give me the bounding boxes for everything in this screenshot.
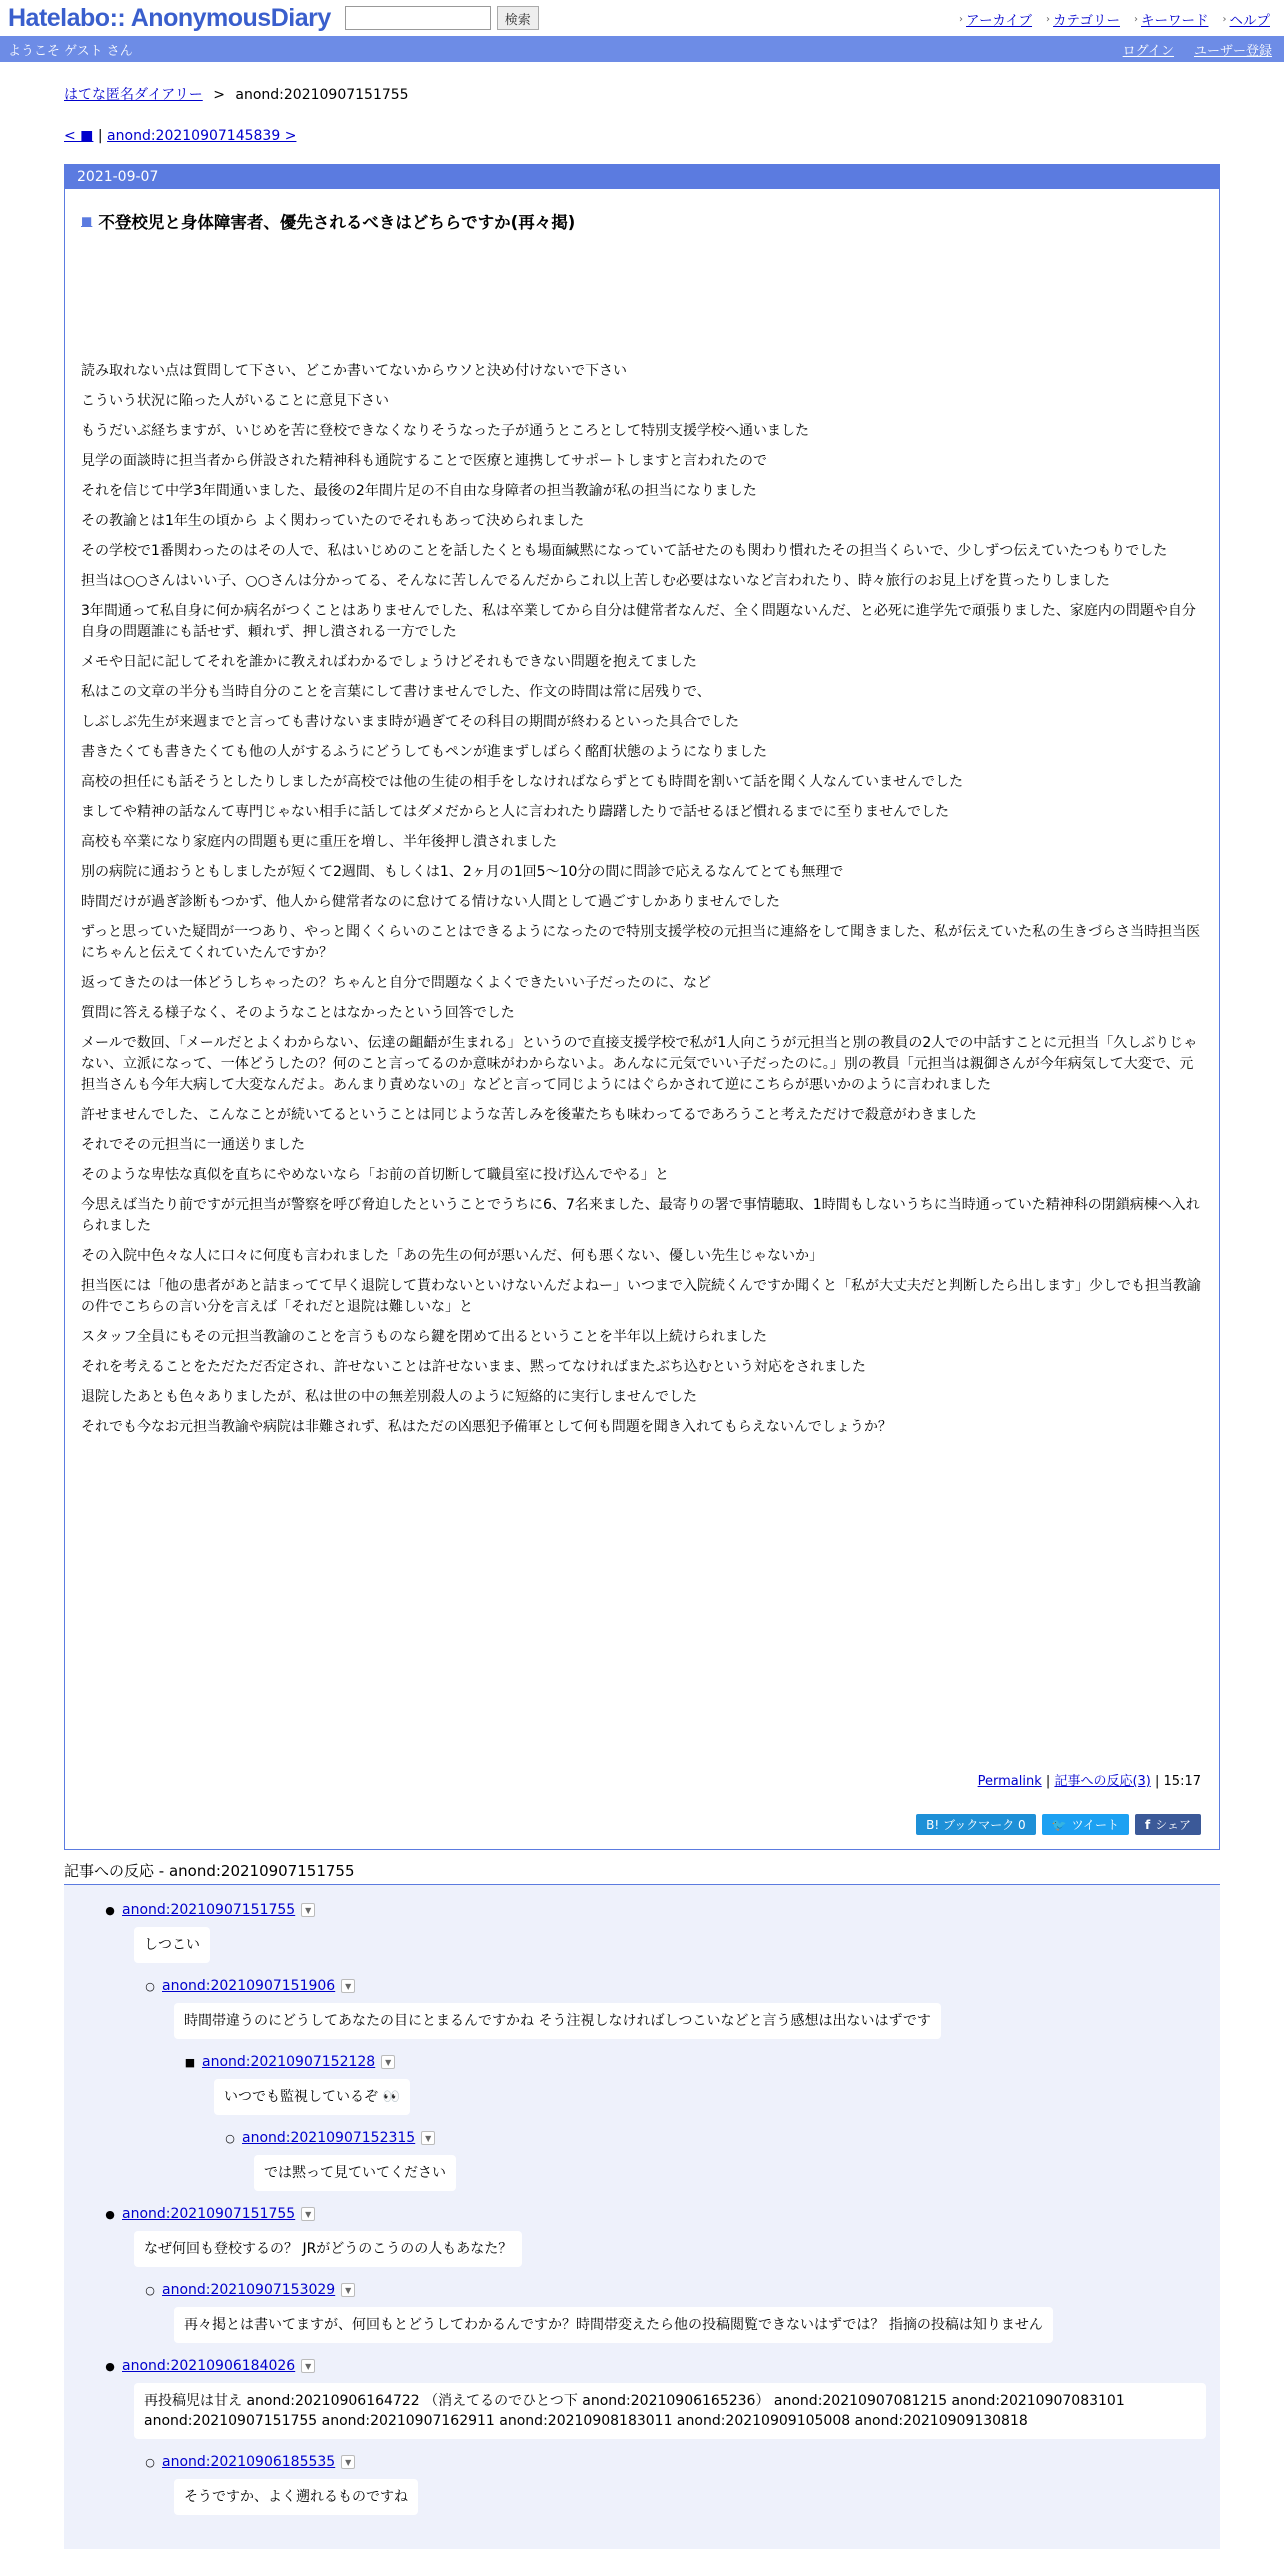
reaction-link[interactable]: anond:20210907152315 <box>242 2130 416 2146</box>
dropdown-arrow-icon[interactable]: ▼ <box>421 2131 435 2145</box>
nav-item-keyword[interactable] <box>1134 9 1209 29</box>
top-bar <box>0 0 1284 36</box>
breadcrumb-current: anond:20210907151755 <box>235 87 409 103</box>
entry-paragraph: 時間だけが過ぎ診断もつかず、他人から健常者なのに怠けてる情けない人間として過ごすしかありませんでした <box>81 894 780 910</box>
entry-paragraph: その教諭とは1年生の頃から よく関わっていたのでそれもあって決められました <box>81 513 585 529</box>
entry-paragraph: 書きたくても書きたくても他の人がするふうにどうしてもペンが進まずしばらく酩酊状態のようになりました <box>81 744 767 760</box>
entry-time: 15:17 <box>1163 1774 1201 1789</box>
dropdown-arrow-icon[interactable]: ▼ <box>381 2055 395 2069</box>
reaction-link[interactable]: anond:20210906184026 <box>122 2358 296 2374</box>
reaction-text: なぜ何回も登校するの？ JRがどうのこうのの人もあなた？ <box>134 2231 522 2267</box>
entry-body <box>81 361 1201 1438</box>
entry-paragraph: そのような卑怯な真似を直ちにやめないなら「お前の首切断して職員室に投げ込んでやる」と <box>81 1167 669 1183</box>
welcome-bar <box>0 36 1284 62</box>
facebook-icon: f <box>1145 1817 1151 1832</box>
dropdown-arrow-icon[interactable]: ▼ <box>341 2283 355 2297</box>
list-bullet-icon: ○ <box>225 2131 235 2145</box>
main-content <box>64 84 1220 2549</box>
reaction-link[interactable]: anond:20210906185535 <box>162 2454 336 2470</box>
dropdown-arrow-icon[interactable]: ▼ <box>301 1903 315 1917</box>
reactions-title: 記事への反応 - anond:20210907151755 <box>64 1860 1220 1885</box>
dropdown-arrow-icon[interactable]: ▼ <box>341 1979 355 1993</box>
entry-paragraph: 高校も卒業になり家庭内の問題も更に重圧を増し、半年後押し潰されました <box>81 834 557 850</box>
entry-paragraph: 許せませんでした、こんなことが続いてるということは同じような苦しみを後輩たちも味わってるであろうこと考えただけで殺意がわきました <box>81 1107 977 1123</box>
reaction-header <box>144 1975 1206 1997</box>
reaction-item <box>104 1899 1206 1975</box>
reaction-item <box>104 2355 1206 2451</box>
tweet-button[interactable] <box>1042 1814 1129 1835</box>
entry-paragraph: メモや日記に記してそれを誰かに教えればわかるでしょうけどそれもできない問題を抱えてました <box>81 654 697 670</box>
dropdown-arrow-icon[interactable]: ▼ <box>301 2207 315 2221</box>
list-bullet-icon: ■ <box>184 2055 196 2069</box>
tweet-label: ツイート <box>1071 1818 1119 1832</box>
entry <box>65 189 1219 1849</box>
chevron-right-icon: › <box>1222 13 1227 25</box>
reaction-text: 時間帯違うのにどうしてあなたの目にとまるんですかね そう注視しなければしつこいなどと言う感想は出ないはずです <box>174 2003 941 2039</box>
day-date: 2021-09-07 <box>65 165 1219 189</box>
entry-paragraph: こういう状況に陥った人がいることに意見下さい <box>81 393 389 409</box>
breadcrumb <box>64 84 1220 104</box>
chevron-right-icon: › <box>959 13 964 25</box>
share-label: シェア <box>1155 1818 1191 1832</box>
entry-paragraph: ずっと思っていた疑問が一つあり、やっと聞くくらいのことはできるようになったので特別支援学校の元担当に連絡をして聞きました、私が伝えていた私の生きづらさ当時担当医にちゃんと伝えてくれていたんですか？ <box>81 924 1201 961</box>
entry-paragraph: 私はこの文章の半分も当時自分のことを言葉にして書けませんでした、作文の時間は常に居残りで、 <box>81 684 711 700</box>
entry-paragraph: ましてや精神の話なんて専門じゃない相手に話してはダメだからと人に言われたり躊躇したりで話せるほど慣れるまでに至りませんでした <box>81 804 949 820</box>
reaction-header <box>224 2127 1206 2149</box>
list-bullet-icon: ● <box>105 1903 115 1917</box>
share-buttons <box>916 1814 1201 1835</box>
entry-paragraph: それでその元担当に一通送りました <box>81 1137 305 1153</box>
chevron-right-icon: › <box>1134 13 1138 25</box>
reaction-header <box>104 1899 1206 1921</box>
reactions-list <box>64 1885 1220 2549</box>
reaction-text: では黙って見ていてください <box>254 2155 456 2191</box>
entry-paragraph: 見学の面談時に担当者から併設された精神科も通院することで医療と連携してサポートしますと言われたので <box>81 453 767 469</box>
day-section <box>64 164 1220 1850</box>
nav-item-category[interactable] <box>1046 9 1120 29</box>
login-link[interactable]: ログイン <box>1122 43 1174 59</box>
entry-paragraph: 担当は○○さんはいい子、○○さんは分かってる、そんなに苦しんでるんだからこれ以上苦しむ必要はないなど言われたり、時々旅行のお見上げを貰ったりしました <box>81 573 1110 589</box>
reaction-text: 再々掲とは書いてますが、何回もとどうしてわかるんですか？時間帯変えたら他の投稿閲覧できないはずでは？ 指摘の投稿は知りません <box>174 2307 1053 2343</box>
list-bullet-icon: ○ <box>145 1979 155 1993</box>
nav-link-category[interactable]: カテゴリー <box>1053 13 1120 29</box>
reaction-item <box>144 2451 1206 2527</box>
entry-title-text: 不登校児と身体障害者、優先されるべきはどちらですか(再々掲) <box>98 213 576 232</box>
welcome-text: ようこそ ゲスト さん <box>8 43 133 59</box>
permalink-link[interactable]: Permalink <box>977 1774 1042 1789</box>
entry-paragraph: それを信じて中学3年間通いました、最後の2年間片足の不自由な身障者の担当教諭が私の担当になりました <box>81 483 757 499</box>
reaction-text: しつこい <box>134 1927 210 1963</box>
reaction-item <box>224 2127 1206 2203</box>
list-bullet-icon: ● <box>105 2359 115 2373</box>
nav-item-archive[interactable] <box>959 9 1032 29</box>
prev-entry-link[interactable]: < ■ <box>64 128 94 144</box>
pager-divider: | <box>97 128 103 144</box>
search-button[interactable]: 検索 <box>497 6 539 30</box>
reaction-link[interactable]: anond:20210907153029 <box>162 2282 336 2298</box>
entry-paragraph: 読み取れない点は質問して下さい、どこか書いてないからウソと決め付けないで下さい <box>81 363 627 379</box>
entry-paragraph: メールで数回、「メールだとよくわからない、伝達の齟齬が生まれる」というので直接支援学校で私が1人向こうが元担当と別の教員の2人での中話すことに元担当「久しぶりじゃない、立派になって、一体どうしたの？何のこと言ってるのか意味がわからないよ。あんなに元気でいい子だったのに。」別の教員「元担当は親御さんが今年病気して大変で、元担当さんも今年大病して大変なんだよ。あんまり責めないの」などと言って同じようにはぐらかされて逆にこちらが悪いかのように言われました <box>81 1035 1198 1093</box>
entry-permalink-square-icon[interactable]: ■ <box>81 214 93 228</box>
entry-paragraph: 今思えば当たり前ですが元担当が警察を呼び脅迫したということでうちに6、7名来ました、最寄りの署で事情聴取、1時間もしないうちに当時通っていた精神科の閉鎖病棟へ入れられました <box>81 1197 1200 1234</box>
list-bullet-icon: ● <box>105 2207 115 2221</box>
list-bullet-icon: ○ <box>145 2283 155 2297</box>
dropdown-arrow-icon[interactable]: ▼ <box>341 2455 355 2469</box>
site-logo[interactable]: Hatelabo:: AnonymousDiary <box>8 3 331 32</box>
reaction-header <box>184 2051 1206 2073</box>
reaction-header <box>144 2279 1206 2301</box>
nav-link-archive[interactable]: アーカイブ <box>966 13 1033 29</box>
reaction-link[interactable]: anond:20210907151755 <box>122 2206 296 2222</box>
breadcrumb-root-link[interactable]: はてな匿名ダイアリー <box>64 87 203 103</box>
reaction-item <box>104 2203 1206 2279</box>
reaction-link[interactable]: anond:20210907151906 <box>162 1978 336 1994</box>
reaction-header <box>104 2355 1206 2377</box>
entry-paragraph: 質問に答える様子なく、そのようなことはなかったという回答でした <box>81 1005 515 1021</box>
footer-separator: | <box>1045 1774 1051 1789</box>
entry-paragraph: その入院中色々な人に口々に何度も言われました「あの先生の何が悪いんだ、何も悪くない、優しい先生じゃないか」 <box>81 1248 823 1264</box>
reaction-text: いつでも監視しているぞ 👀 <box>214 2079 410 2115</box>
entry-paragraph: 返ってきたのは一体どうしちゃったの？ちゃんと自分で問題なくよくできたいい子だったのに、など <box>81 975 711 991</box>
entry-paragraph: もうだいぶ経ちますが、いじめを苦に登校できなくなりそうなった子が通うところとして特別支援学校へ通いました <box>81 423 809 439</box>
reaction-item <box>144 1975 1206 2051</box>
entry-paragraph: 3年間通って私自身に何か病名がつくことはありませんでした、私は卒業してから自分は健常者なんだ、全く問題ないんだ、と必死に進学先で頑張りました、家庭内の問題や自分自身の問題誰にも話せず、頼れず、押し潰される一方でした <box>81 603 1196 640</box>
reaction-header <box>144 2451 1206 2473</box>
entry-paragraph: 退院したあとも色々ありましたが、私は世の中の無差別殺人のように短絡的に実行しませんでした <box>81 1389 697 1405</box>
footer-separator: | <box>1155 1774 1160 1789</box>
chevron-right-icon: › <box>1046 13 1051 25</box>
reaction-link[interactable]: anond:20210907151755 <box>122 1902 296 1918</box>
nav-link-keyword[interactable]: キーワード <box>1141 13 1209 29</box>
dropdown-arrow-icon[interactable]: ▼ <box>301 2359 315 2373</box>
list-bullet-icon: ○ <box>145 2455 155 2469</box>
search-input[interactable] <box>345 6 491 30</box>
entry-paragraph: スタッフ全員にもその元担当教諭のことを言うものなら鍵を閉めて出るということを半年以上続けられました <box>81 1329 767 1345</box>
twitter-bird-icon: 🐦 <box>1051 1817 1067 1832</box>
entry-paragraph: それを考えることをただただ否定され、許せないことは許せないまま、黙ってなければまたぶち込むという対応をされました <box>81 1359 866 1375</box>
nav-item-help[interactable] <box>1223 9 1271 29</box>
entry-pager <box>64 128 1220 144</box>
entry-paragraph: 別の病院に通おうともしましたが短くて2週間、もしくは1、2ヶ月の1回5〜10分の間に問診で応えるなんてとても無理で <box>81 864 844 880</box>
reaction-item <box>144 2279 1206 2355</box>
hatena-bookmark-button[interactable]: B! ブックマーク 0 <box>916 1814 1035 1835</box>
register-link[interactable]: ユーザー登録 <box>1193 43 1272 59</box>
entry-footer <box>978 1770 1201 1789</box>
reaction-text: そうですか、よく遡れるものですね <box>174 2479 418 2515</box>
reaction-header <box>104 2203 1206 2225</box>
next-entry-link[interactable]: anond:20210907145839 > <box>107 128 297 144</box>
reaction-link[interactable]: anond:20210907152128 <box>202 2054 376 2070</box>
entry-paragraph: その学校で1番関わったのはその人で、私はいじめのことを話したくとも場面緘黙になっていて話せたのも関わり慣れたその担当くらいで、少しずつ伝えていたつもりでした <box>81 543 1168 559</box>
entry-title <box>81 209 1201 233</box>
entry-paragraph: それでも今なお元担当教諭や病院は非難されず、私はただの凶悪犯予備軍として何も問題を聞き入れてもらえないんでしょうか？ <box>81 1419 892 1435</box>
reaction-text: 再投稿児は甘え anond:20210906164722 （消えてるのでひとつ下 anond:20210906165236） anond:20210907081215 anond:20210907083101 anond:20210907151755 anond:20210907162911 anond:20210908183011 anond:20210909105008 anond:20210909130818 <box>134 2383 1206 2439</box>
breadcrumb-separator: > <box>213 87 225 103</box>
entry-paragraph: 高校の担任にも話そうとしたりしましたが高校では他の生徒の相手をしなければならずとても時間を割いて話を聞く人なんていませんでした <box>81 774 963 790</box>
nav-link-help[interactable]: ヘルプ <box>1229 13 1270 29</box>
entry-paragraph: しぶしぶ先生が来週までと言っても書けないまま時が過ぎてその科目の期間が終わるといった具合でした <box>81 714 739 730</box>
facebook-share-button[interactable] <box>1135 1814 1201 1835</box>
reactions-link[interactable]: 記事への反応(3) <box>1054 1774 1151 1789</box>
reaction-item <box>184 2051 1206 2127</box>
top-nav <box>959 9 1270 29</box>
entry-paragraph: 担当医には「他の患者があと詰まってて早く退院して貰わないといけないんだよねー」いつまで入院続くんですか聞くと「私が大丈夫だと判断したら出します」少しでも担当教諭の件でこちらの言い分を言えば「それだと退院は難しいな」と <box>81 1278 1201 1315</box>
